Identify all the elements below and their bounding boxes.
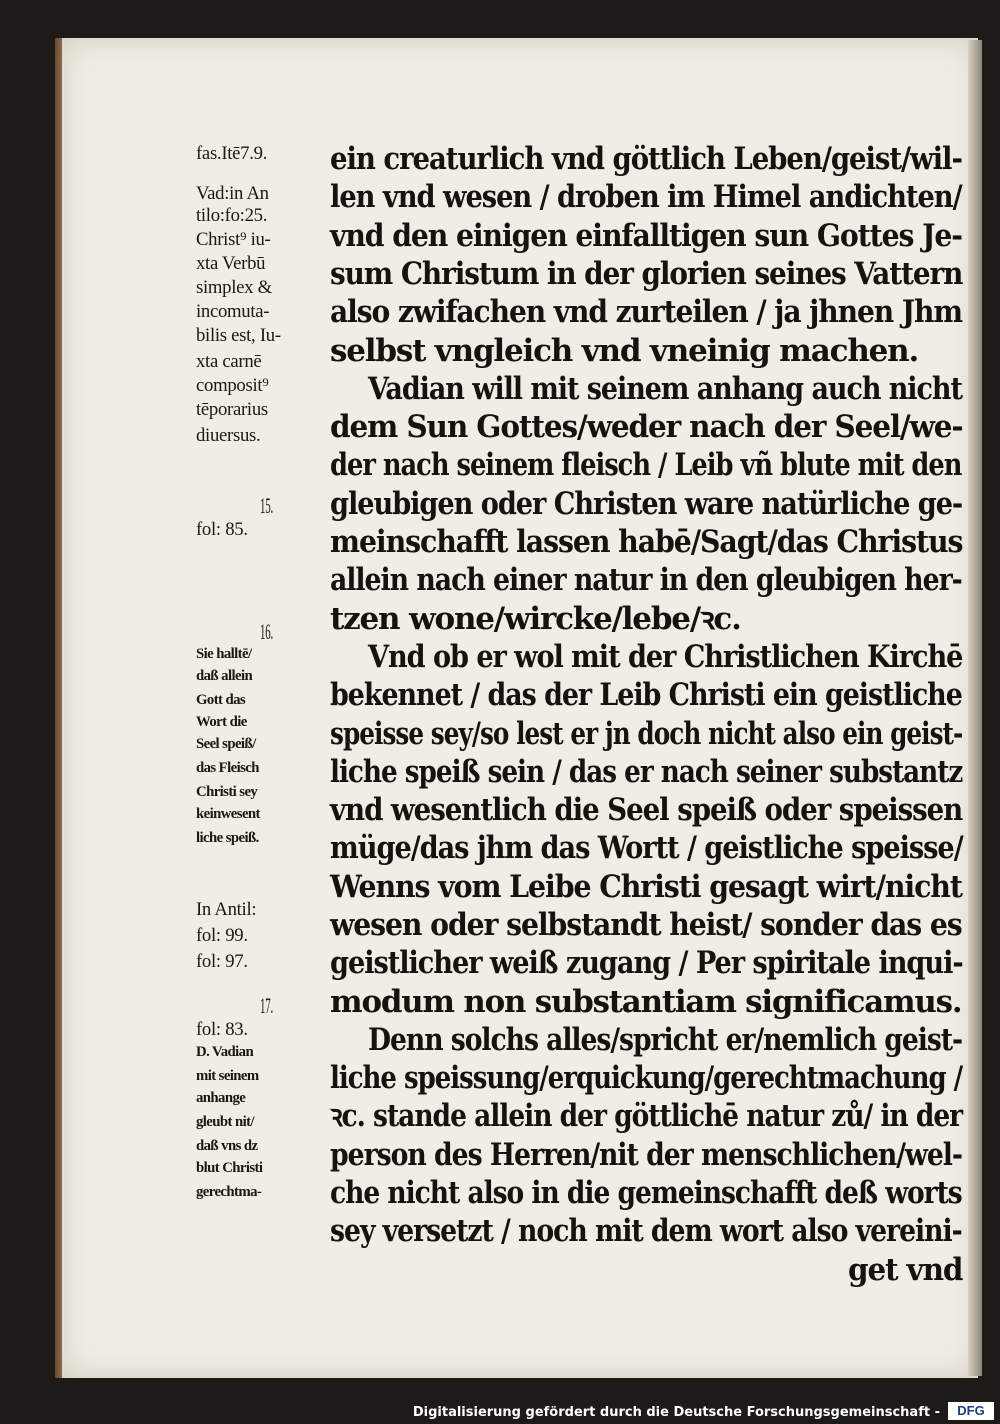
text-line: person des Herren/nit der menschlichen/wel-	[330, 1137, 962, 1173]
marginal-note-line: xta carnē	[196, 351, 262, 372]
text-line: selbst vngleich vnd vneinig machen.	[330, 333, 919, 369]
text-line: vnd den einigen einfalltigen sun Gottes Je-	[330, 218, 962, 254]
text-line: tzen wone/wircke/lebe/ꝛc.	[330, 601, 741, 637]
text-line: gleubigen oder Christen ware natürliche ge-	[330, 486, 963, 522]
marginal-note-line: keinwesent	[196, 806, 260, 822]
digitization-credit: Digitalisierung gefördert durch die Deutsche Forschungsgemeinschaft -	[412, 1405, 940, 1420]
text-line: müge/das jhm das Wortt / geistliche speisse/	[330, 830, 963, 866]
text-line: bekennet / das der Leib Christi ein geistliche	[330, 677, 962, 713]
marginal-note-line: 17.	[260, 993, 274, 1018]
text-line: speisse sey/so lest er jn doch nicht also ein geist-	[330, 716, 963, 752]
marginal-note-line: daß vns dz	[196, 1138, 258, 1154]
text-line: get vnd	[848, 1252, 963, 1288]
text-line: ein creaturlich vnd göttlich Leben/geist/wil-	[330, 141, 962, 177]
text-line: Vadian will mit seinem anhang auch nicht	[368, 371, 962, 407]
text-line: liche speiß sein / das er nach seiner substantz	[330, 754, 963, 790]
marginal-note-line: fas.Itē7.9.	[196, 143, 268, 164]
marginal-note-line: D. Vadian	[196, 1044, 254, 1060]
marginal-note-line: anhange	[196, 1090, 246, 1106]
marginal-note-line: Christi sey	[196, 784, 258, 800]
text-line: Wenns vom Leibe Christi gesagt wirt/nicht	[330, 869, 962, 905]
marginal-note-line: Christ⁹ iu-	[196, 229, 271, 250]
marginal-note-line: gleubt nit/	[196, 1114, 254, 1130]
text-line: Vnd ob er wol mit der Christlichen Kirchē	[368, 639, 963, 675]
marginal-note-line: tēporarius	[196, 399, 268, 420]
marginal-note-line: Gott das	[196, 692, 246, 708]
text-line: modum non substantiam significamus.	[330, 984, 962, 1020]
marginal-note-line: incomuta-	[196, 301, 270, 322]
marginal-note-line: fol: 83.	[196, 1019, 248, 1040]
marginal-note-line: composit⁹	[196, 375, 269, 396]
text-line: der nach seinem fleisch / Leib vñ blute mit den	[330, 447, 962, 483]
marginal-note-line: mit seinem	[196, 1068, 259, 1084]
marginal-note-line: Sie halltē/	[196, 646, 252, 662]
page-edge-right	[968, 40, 982, 1376]
text-line: len vnd wesen / droben im Himel andichten/	[330, 179, 962, 215]
marginal-note-line: simplex &	[196, 277, 272, 298]
marginal-note-line: fol: 99.	[196, 925, 248, 946]
marginal-note-line: blut Christi	[196, 1160, 263, 1176]
marginal-note-line: 16.	[260, 619, 274, 644]
marginal-note-line: gerechtma-	[196, 1184, 262, 1200]
marginal-note-line: daß allein	[196, 668, 253, 684]
marginal-note-line: fol: 85.	[196, 519, 248, 540]
text-line: allein nach einer natur in den gleubigen her-	[330, 562, 962, 598]
marginal-note-line: xta Verbū	[196, 253, 266, 274]
text-line: geistlicher weiß zugang / Per spiritale inqui-	[330, 945, 963, 981]
marginal-note-line: diuersus.	[196, 425, 261, 446]
text-line: sum Christum in der glorien seines Vattern	[330, 256, 963, 292]
marginal-note-line: 15.	[260, 493, 274, 518]
marginal-note-line: bilis est, Iu-	[196, 325, 281, 346]
marginal-note-line: Seel speiß/	[196, 736, 256, 752]
text-line: dem Sun Gottes/weder nach der Seel/we-	[330, 409, 963, 445]
text-line: ꝛc. stande allein der göttlichē natur zů/ in der	[330, 1098, 963, 1134]
marginal-note-line: liche speiß.	[196, 830, 259, 846]
text-line: also zwifachen vnd zurteilen / ja jhnen Jhm	[330, 294, 963, 330]
marginal-note-line: Vad:in An	[196, 183, 269, 204]
marginal-note-line: tilo:fo:25.	[196, 205, 268, 226]
text-line: wesen oder selbstandt heist/ sonder das es	[330, 907, 962, 943]
marginal-note-line: In Antil:	[196, 899, 257, 920]
text-line: Denn solchs alles/spricht er/nemlich geist-	[368, 1022, 963, 1058]
text-line: meinschafft lassen habē/Sagt/das Christus	[330, 524, 963, 560]
dfg-logo: DFG	[948, 1402, 994, 1420]
text-line: che nicht also in die gemeinschafft deß worts	[330, 1175, 962, 1211]
marginal-note-line: das Fleisch	[196, 760, 259, 776]
text-line: liche speissung/erquickung/gerechtmachung /	[330, 1060, 963, 1096]
marginal-note-line: Wort die	[196, 714, 247, 730]
text-line: vnd wesentlich die Seel speiß oder speissen	[330, 792, 963, 828]
text-line: sey versetzt / noch mit dem wort also vereini-	[330, 1213, 962, 1249]
marginal-note-line: fol: 97.	[196, 951, 248, 972]
